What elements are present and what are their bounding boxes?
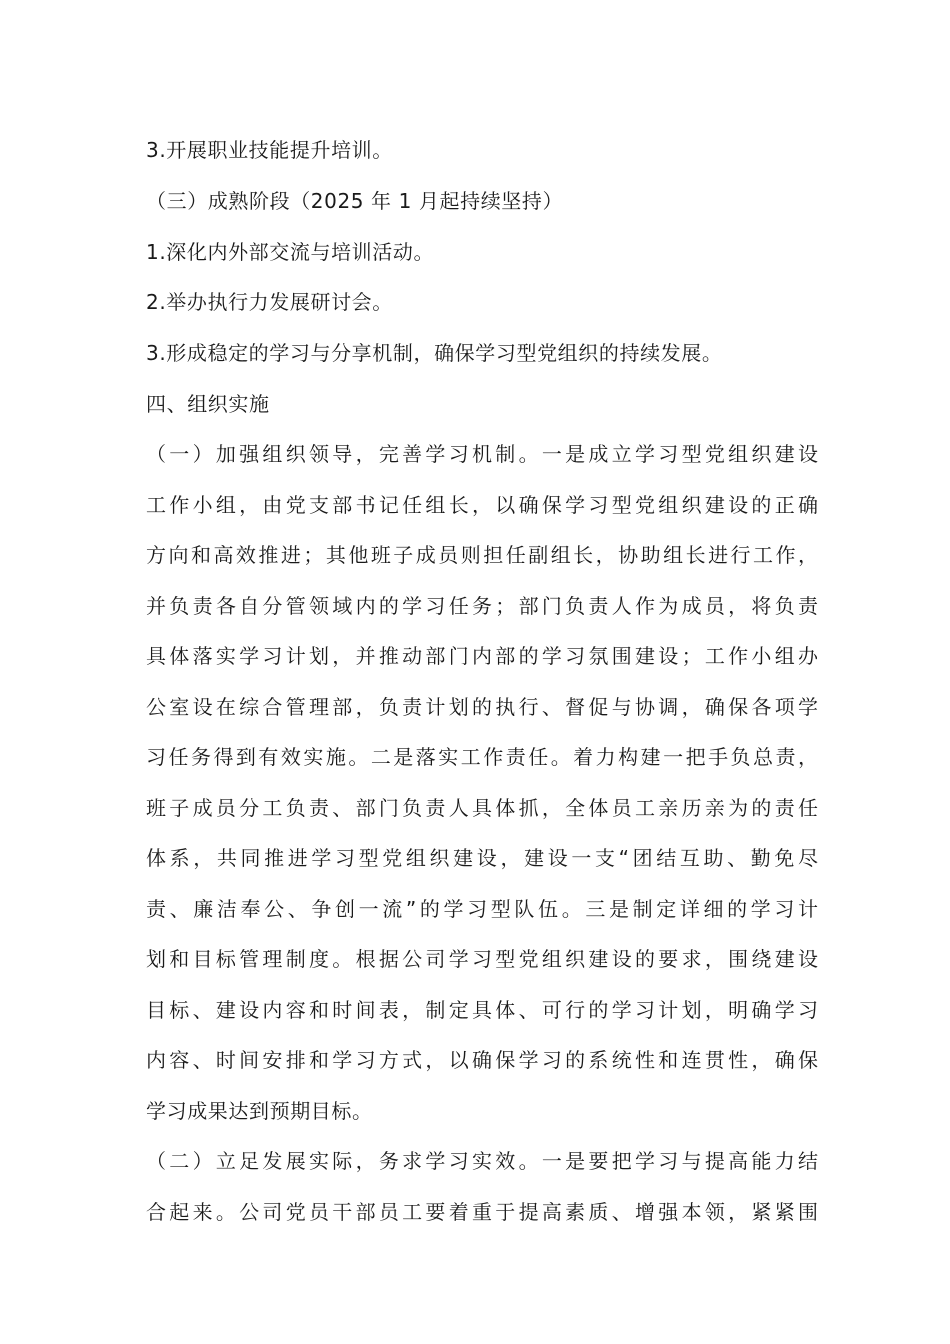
paragraph-line: 目标、建设内容和时间表，制定具体、可行的学习计划，明确学习 xyxy=(146,998,818,1022)
paragraph-line: 习任务得到有效实施。二是落实工作责任。着力构建一把手负总责， xyxy=(146,745,818,769)
paragraph-line: 合起来。公司党员干部员工要着重于提高素质、增强本领，紧紧围 xyxy=(146,1200,818,1224)
paragraph-line: 工作小组，由党支部书记任组长，以确保学习型党组织建设的正确 xyxy=(146,493,818,517)
paragraph-line: 内容、时间安排和学习方式，以确保学习的系统性和连贯性，确保 xyxy=(146,1048,818,1072)
paragraph-line: 学习成果达到预期目标。 xyxy=(146,1099,373,1123)
paragraph-line: 体系，共同推进学习型党组织建设，建设一支“团结互助、勤免尽 xyxy=(146,846,818,870)
paragraph-line: 并负责各自分管领域内的学习任务；部门负责人作为成员，将负责 xyxy=(146,594,818,618)
paragraph-line: 划和目标管理制度。根据公司学习型党组织建设的要求，围绕建设 xyxy=(146,947,818,971)
paragraph-line: 方向和高效推进；其他班子成员则担任副组长，协助组长进行工作， xyxy=(146,543,818,567)
paragraph-line: （二）立足发展实际，务求学习实效。一是要把学习与提高能力结 xyxy=(146,1149,818,1173)
paragraph-line: （一）加强组织领导，完善学习机制。一是成立学习型党组织建设 xyxy=(146,442,818,466)
list-item-skill-training: 3.开展职业技能提升培训。 xyxy=(146,138,393,162)
paragraph-line: 具体落实学习计划，并推动部门内部的学习氛围建设；工作小组办 xyxy=(146,644,818,668)
paragraph-line: 班子成员分工负责、部门负责人具体抓，全体员工亲历亲为的责任 xyxy=(146,796,818,820)
section-heading-mature-stage: （三）成熟阶段（2025 年 1 月起持续坚持） xyxy=(146,189,564,213)
paragraph-line: 公室设在综合管理部，负责计划的执行、督促与协调，确保各项学 xyxy=(146,695,818,719)
paragraph-line: 责、廉洁奉公、争创一流”的学习型队伍。三是制定详细的学习计 xyxy=(146,897,818,921)
section-heading-implementation: 四、组织实施 xyxy=(146,392,270,416)
list-item-exchange-training: 1.深化内外部交流与培训活动。 xyxy=(146,240,435,264)
list-item-seminar: 2.举办执行力发展研讨会。 xyxy=(146,290,393,314)
list-item-sharing-mechanism: 3.形成稳定的学习与分享机制，确保学习型党组织的持续发展。 xyxy=(146,341,723,365)
